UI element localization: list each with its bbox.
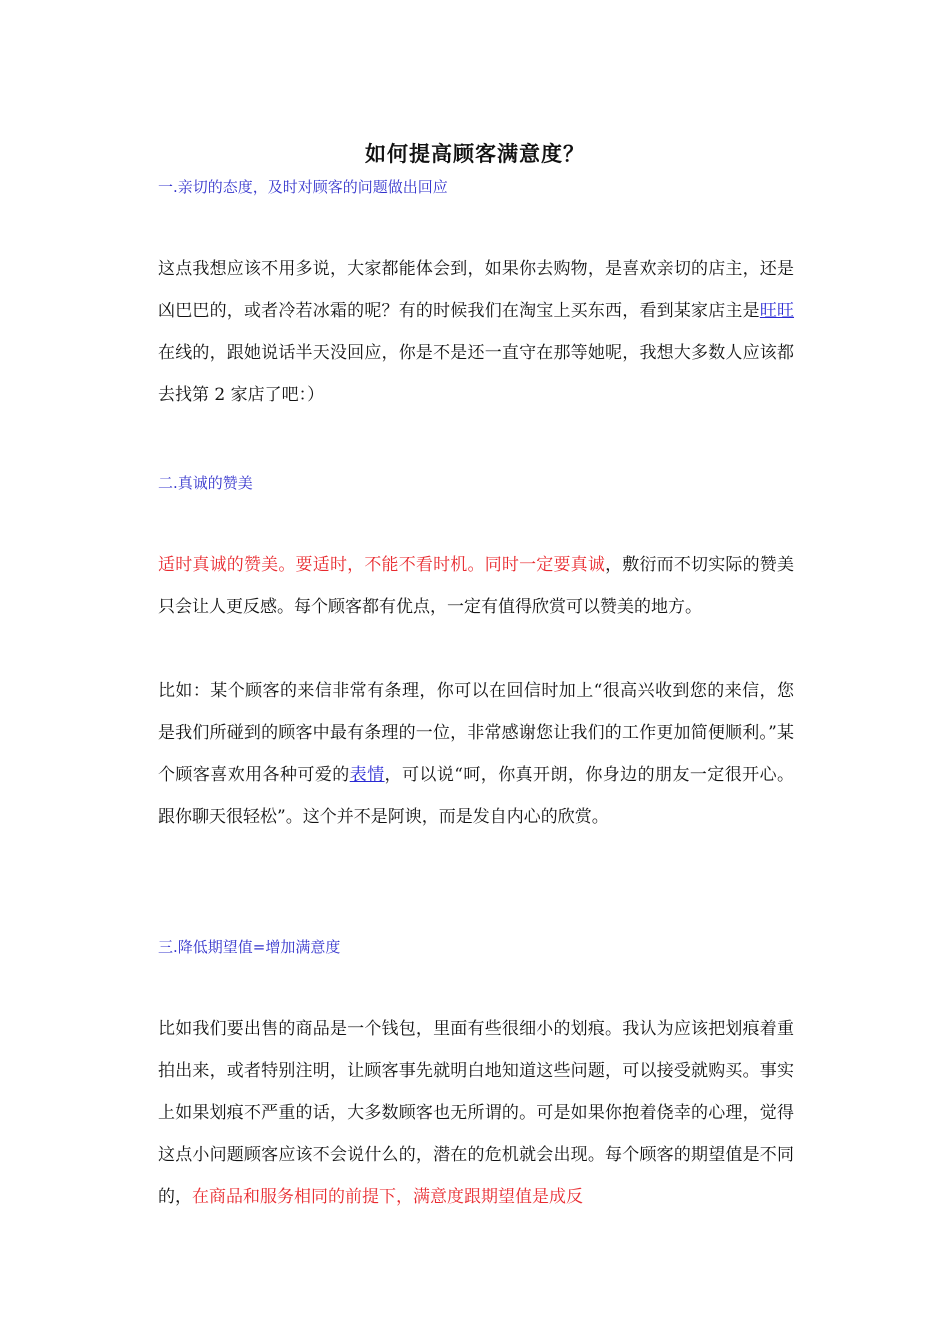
emoticon-link[interactable]: 表情 [349,765,385,785]
section-2-paragraph-2 [158,670,794,838]
paragraph-text: ，可以说“呵，你真开朗，你身边的朋友一定很开心。跟你聊天很轻松”。这个并不是阿谀，而是发自内心的欣赏。 [158,765,795,827]
highlighted-text: 适时真诚的赞美。要适时，不能不看时机。同时一定要真诚 [158,555,606,575]
paragraph-text: ，敷衍而不切实际的赞美只会让人更反感。每个顾客都有优点，一定有值得欣赏可以赞美的地方。 [158,555,795,617]
section-1-heading: 一.亲切的态度，及时对顾客的问题做出回应 [158,178,448,196]
paragraph-text: 这点我想应该不用多说，大家都能体会到，如果你去购物，是喜欢亲切的店主，还是凶巴巴的，或者冷若冰霜的呢？有的时候我们在淘宝上买东西，看到某家店主是 [158,259,794,321]
section-2-paragraph-1 [158,544,794,628]
paragraph-text: 比如：某个顾客的来信非常有条理，你可以在回信时加上“很高兴收到您的来信，您是我们所碰到的顾客中最有条理的一位，非常感谢您让我们的工作更加简便顺利。”某个顾客喜欢用各种可爱的 [158,681,794,785]
highlighted-text: 在商品和服务相同的前提下，满意度跟期望值是成反 [192,1187,583,1207]
wangwang-link[interactable]: 旺旺 [759,301,795,321]
section-1-paragraph [158,248,794,416]
paragraph-text: 比如我们要出售的商品是一个钱包，里面有些很细小的划痕。我认为应该把划痕着重拍出来，或者特别注明，让顾客事先就明白地知道这些问题，可以接受就购买。事实上如果划痕不严重的话，大多数顾客也无所谓的。可是如果你抱着侥幸的心理，觉得这点小问题顾客应该不会说什么的，潜在的危机就会出现。每个顾客的期望值是不同的， [158,1019,794,1207]
section-2-heading: 二.真诚的赞美 [158,474,253,492]
paragraph-text: 在线的，跟她说话半天没回应，你是不是还一直守在那等她呢，我想大多数人应该都去找第 2 家店了吧：） [158,343,794,405]
document-title: 如何提高顾客满意度？ [365,141,585,166]
section-3-paragraph [158,1008,794,1218]
section-3-heading: 三.降低期望值=增加满意度 [158,938,341,956]
